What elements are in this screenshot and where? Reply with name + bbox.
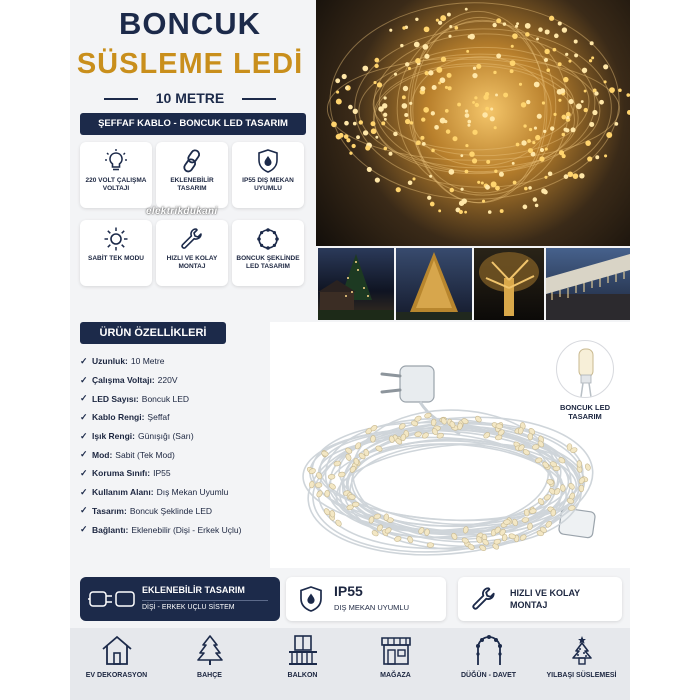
chain-link-icon [179,148,205,174]
spec-key: Koruma Sınıfı: [92,468,151,479]
spec-row [80,371,280,390]
thumb-lit-tree [396,248,472,320]
usage-label: BALKON [287,672,318,679]
water-drop-shield-icon [298,585,324,613]
usage-label: EV DEKORASYON [85,672,148,679]
feature-label: 220 VOLT ÇALIŞMA VOLTAJI [85,177,147,192]
card-connectable [80,577,280,621]
spec-value: Günışığı (Sarı) [137,431,194,442]
connect-title: EKLENEBİLİR TASARIM [142,585,245,595]
spec-row [80,427,280,446]
spec-key: LED Sayısı: [92,393,139,404]
check-icon: ✓ [80,355,88,366]
length-label: 10 METRE [155,90,225,106]
product-infographic [70,0,630,700]
hero-photo [316,0,630,246]
house-icon [100,634,134,666]
feature-ip55 [232,142,304,208]
feature-label: BONCUK ŞEKLİNDE LED TASARIM [236,255,300,270]
divider-right [242,98,276,100]
spec-key: Bağlantı: [92,524,129,535]
cable-banner: ŞEFFAF KABLO - BONCUK LED TASARIM [80,113,306,135]
connect-subtitle: DİŞİ - ERKEK UÇLU SİSTEM [142,600,268,611]
check-icon: ✓ [80,411,88,422]
specs-title: ÜRÜN ÖZELLİKLERİ [80,322,226,344]
watermark: elektrikdukani [146,206,218,217]
usage-label: BAHÇE [197,672,222,679]
christmas-tree-icon [565,634,599,666]
wrench-icon [179,226,205,252]
usage-areas-bar [70,628,630,700]
spec-key: Tasarım: [92,505,127,516]
card-mounting [458,577,622,621]
bead-led-icon [557,341,614,398]
spec-value: Eklenebilir (Dişi - Erkek Uçlu) [131,524,242,535]
check-icon: ✓ [80,393,88,404]
usage-label: MAĞAZA [380,672,411,679]
mount-title: HIZLI VE KOLAY MONTAJ [510,588,581,610]
water-drop-shield-icon [255,148,281,174]
bead-closeup [556,340,614,398]
usage-label: DÜĞÜN - DAVET [460,672,517,679]
spec-row [80,464,280,483]
spec-value: IP55 [153,468,171,479]
wedding-arch-icon [472,634,506,666]
spec-key: Işık Rengi: [92,431,135,442]
usage-wedding [442,634,535,679]
sun-icon [103,226,129,252]
feature-mounting [156,220,228,286]
spec-value: Sabit (Tek Mod) [115,449,175,460]
spec-row [80,408,280,427]
spec-value: Şeffaf [147,412,170,423]
check-icon: ✓ [80,467,88,478]
check-icon: ✓ [80,524,88,535]
spec-row [80,483,280,502]
wrench-icon [470,585,498,613]
feature-label: HIZLI VE KOLAY MONTAJ [166,255,218,270]
spec-value: 220V [157,375,178,386]
bulb-icon [103,148,129,174]
usage-shop [349,634,442,679]
spec-row [80,502,280,521]
spec-row [80,389,280,408]
usage-garden [163,634,256,679]
spec-row [80,352,280,371]
ip-subtitle: DIŞ MEKAN UYUMLU [334,603,410,612]
feature-label: IP55 DIŞ MEKAN UYUMLU [242,177,294,192]
check-icon: ✓ [80,374,88,385]
feature-connectable [156,142,228,208]
specs-list [80,352,280,539]
spec-value: Boncuk Şeklinde LED [129,505,213,516]
feature-mode [80,220,152,286]
usage-home [70,634,163,679]
balcony-icon [286,634,320,666]
thumb-house-tree [318,248,394,320]
spec-row [80,445,280,464]
spec-row [80,520,280,539]
title-line2: SÜSLEME LEDİ [76,48,304,80]
check-icon: ✓ [80,430,88,441]
title-line1: BONCUK [118,6,262,41]
check-icon: ✓ [80,486,88,497]
spec-key: Çalışma Voltajı: [92,375,155,386]
spec-value: Boncuk LED [141,393,190,404]
feature-voltage [80,142,152,208]
usage-balcony [256,634,349,679]
check-icon: ✓ [80,449,88,460]
led-coil-glow [316,0,630,246]
feature-label: SABİT TEK MODU [88,255,144,262]
spec-key: Kullanım Alanı: [92,487,154,498]
spec-value: Dış Mekan Uyumlu [156,487,229,498]
spec-key: Uzunluk: [92,356,128,367]
thumb-icicle-house [546,248,630,320]
bead-badge-label: BONCUK LED TASARIM [560,403,610,421]
connector-icon [88,584,138,614]
thumb-lit-trunk [474,248,544,320]
ip-title: IP55 [334,583,363,599]
usage-label: YILBAŞI SÜSLEMESİ [546,672,617,679]
shop-icon [379,634,413,666]
spec-value: 10 Metre [130,356,165,367]
spec-key: Mod: [92,449,113,460]
usage-christmas [535,634,628,679]
card-ip55 [286,577,446,621]
spec-key: Kablo Rengi: [92,412,145,423]
pine-tree-icon [193,634,227,666]
feature-label: EKLENEBİLİR TASARIM [170,177,214,192]
check-icon: ✓ [80,505,88,516]
bead-circle-icon [255,226,281,252]
feature-bead-design [232,220,304,286]
